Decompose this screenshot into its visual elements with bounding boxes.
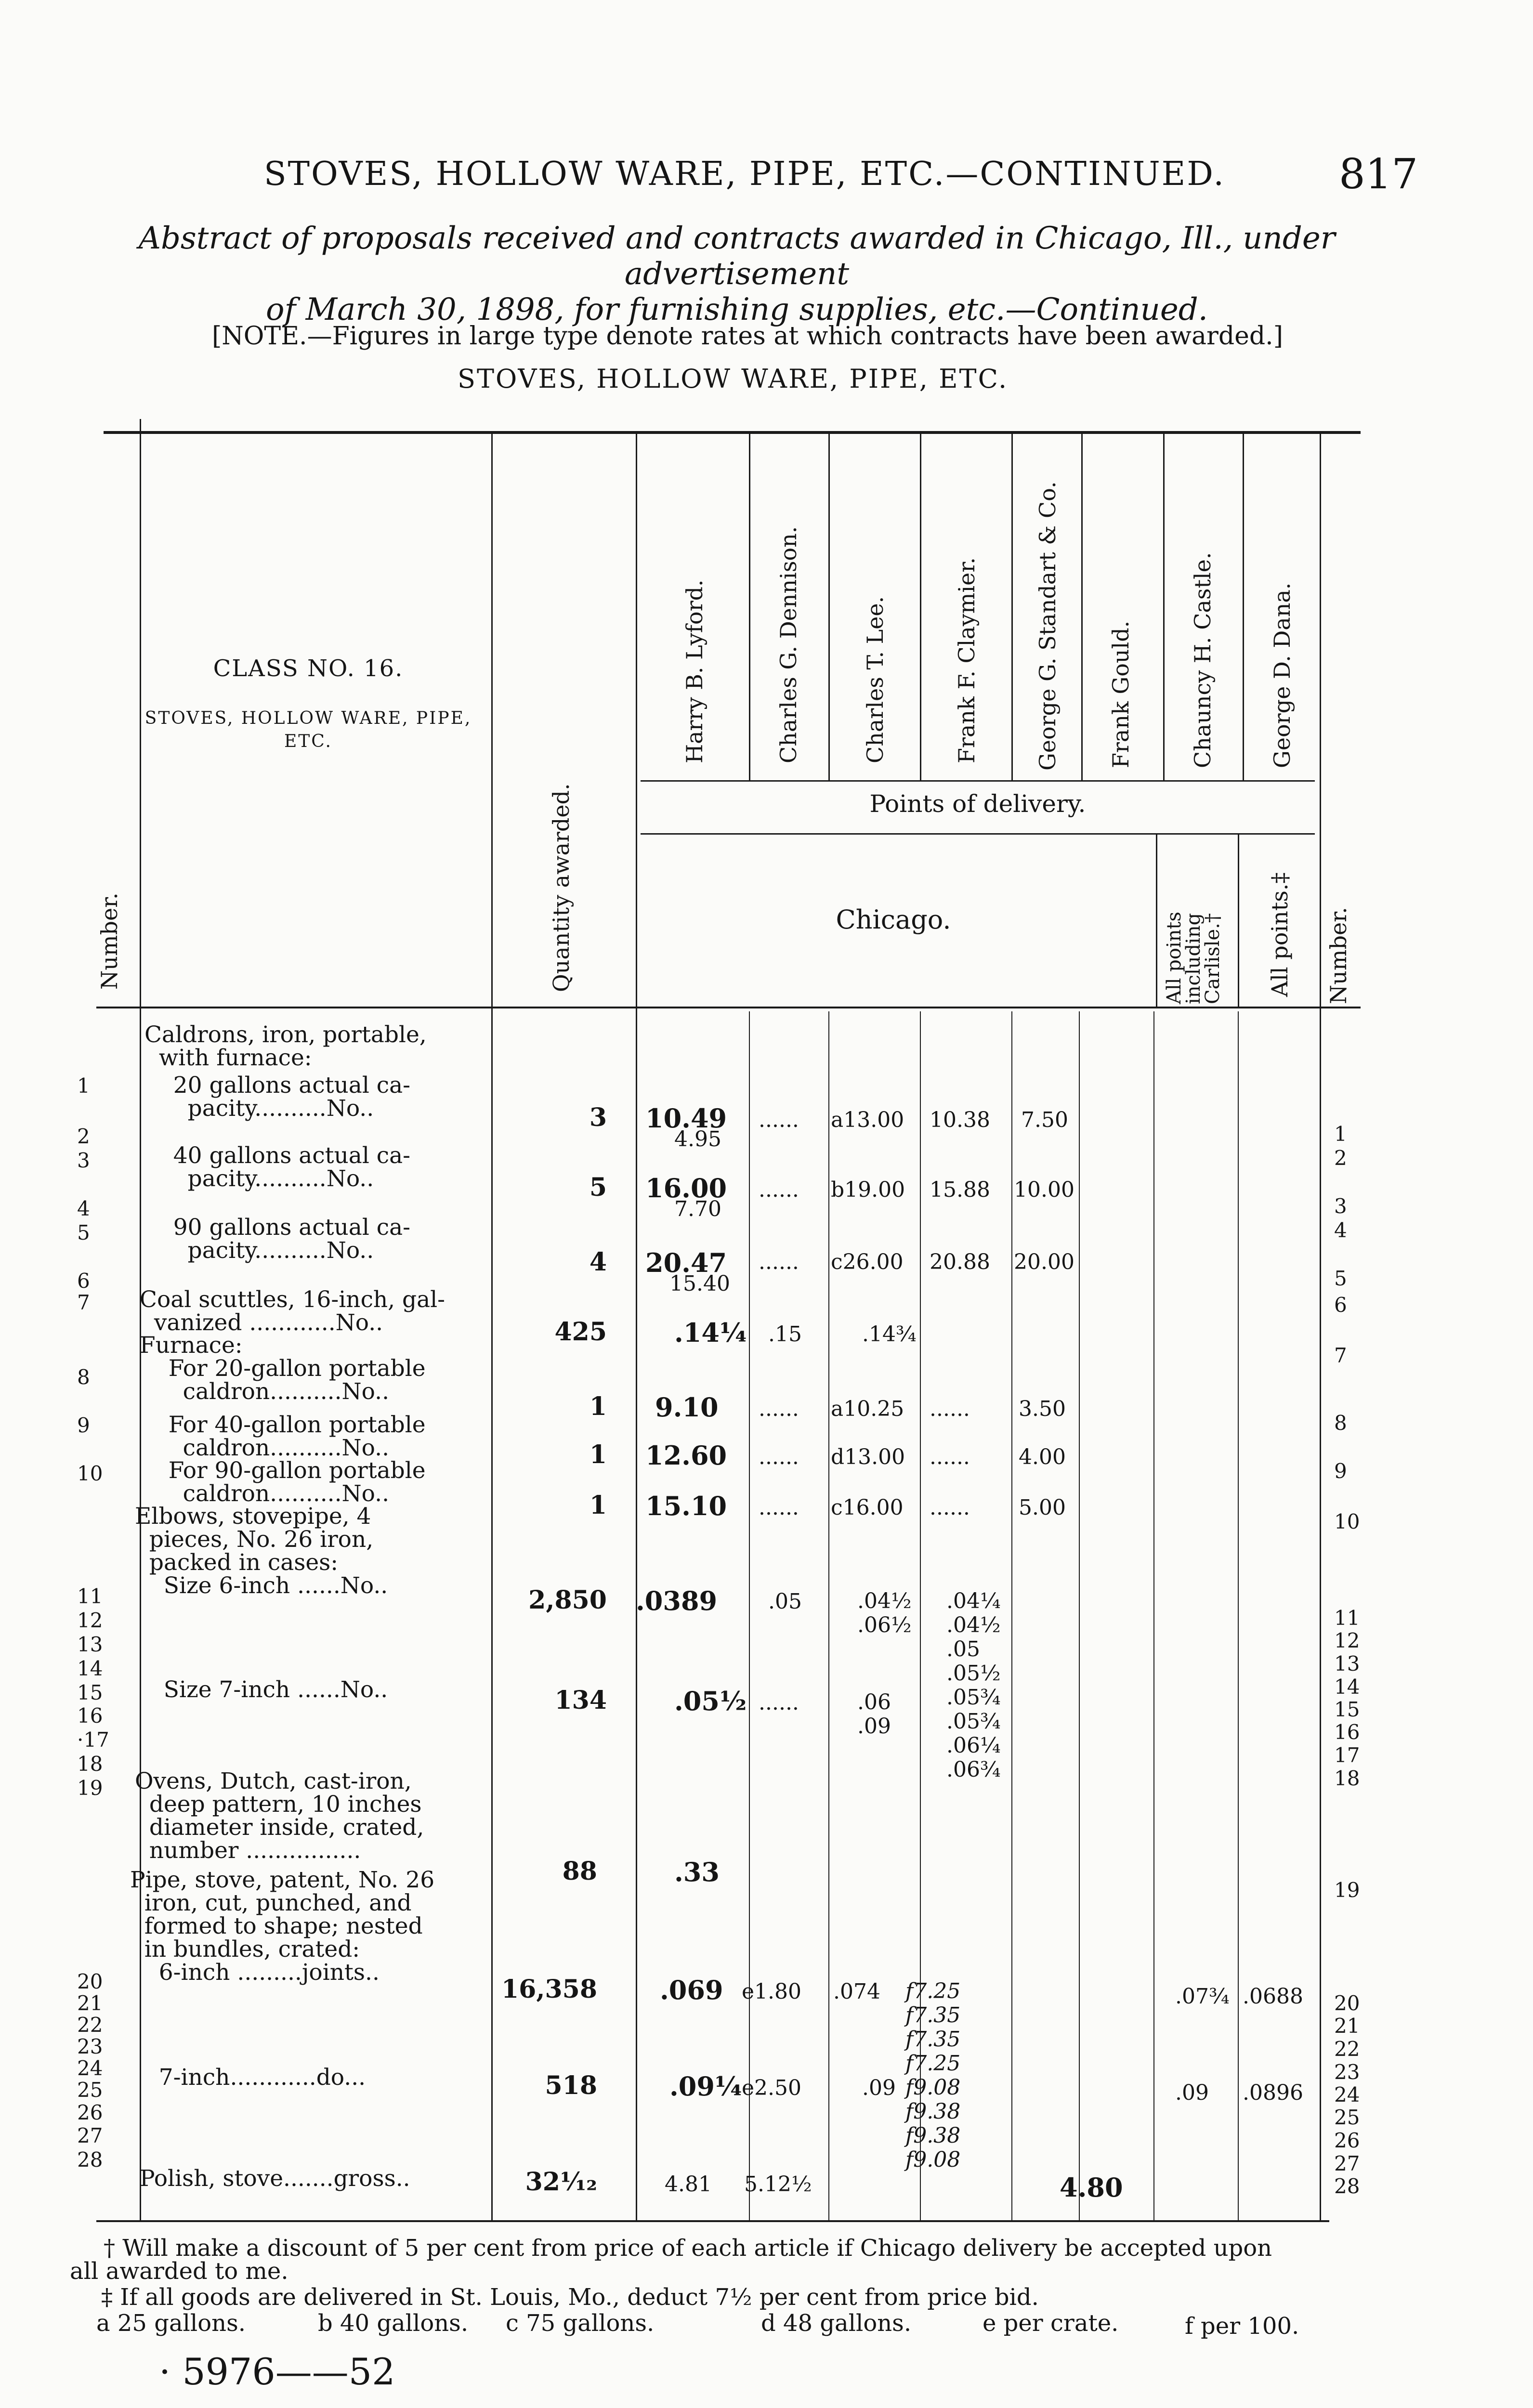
points-of-delivery: Points of delivery. <box>869 790 1086 818</box>
lyford-bid: 9.10 <box>655 1392 719 1423</box>
qty-row: 4 <box>589 1247 607 1277</box>
row-number: 13 <box>1334 1652 1360 1675</box>
dennison-bid: ...... <box>759 1397 799 1421</box>
row-number: 22 <box>1334 2037 1360 2061</box>
qty-row: 425 <box>554 1317 607 1347</box>
row-number: 8 <box>77 1365 90 1389</box>
lee-bid: .09 <box>862 2076 896 2100</box>
item-furnace-40: For 40-gallon portable caldron..........No.. <box>168 1412 426 1461</box>
row-number: 4 <box>77 1197 90 1220</box>
row-number: 18 <box>77 1752 103 1776</box>
standart-bid: 4.00 <box>1019 1445 1066 1469</box>
dennison-bid: .05 <box>768 1589 802 1614</box>
dennison-bid: ...... <box>759 1690 799 1715</box>
dennison-bid: e2.50 <box>742 2076 802 2100</box>
col-rule <box>749 433 750 780</box>
bidder-lee: Charles T. Lee. <box>862 596 888 763</box>
qty-row: 32¹⁄₁₂ <box>525 2167 597 2197</box>
lyford-bid: 15.10 <box>645 1491 727 1521</box>
header-bottom-rule <box>96 1007 1361 1008</box>
footnote-dagger: † Will make a discount of 5 per cent from price of each article if Chicago delivery be accepted upon <box>104 2235 1272 2262</box>
row-number: 7 <box>1334 1344 1347 1367</box>
chicago-label: Chicago. <box>836 904 951 935</box>
qty-row: 2,850 <box>528 1585 607 1615</box>
item-polish: Polish, stove.......gross.. <box>140 2165 410 2192</box>
bidder-rule <box>641 780 1315 782</box>
quantity-awarded-header: Quantity awarded. <box>548 783 574 992</box>
lyford-bid: 20.47 <box>645 1247 727 1278</box>
qty-row: 5 <box>589 1173 607 1202</box>
row-number: 3 <box>1334 1194 1347 1218</box>
lee-bid: a10.25 <box>831 1397 904 1421</box>
bidder-claymier: Frank F. Claymier. <box>954 557 980 763</box>
row-number: 17 <box>1334 1743 1360 1767</box>
col-rule <box>1081 433 1083 780</box>
claymier-bid: .04¼ .04½ .05 .05½ .05¾ <box>946 1589 1001 1710</box>
claymier-bid: f7.25 f7.35 f7.35 f7.25 <box>905 1979 961 2076</box>
row-number: 6 <box>77 1269 90 1293</box>
col-rule <box>636 433 637 2220</box>
footnote-ddagger: ‡ If all goods are delivered in St. Louis, Mo., deduct 7½ per cent from price bid. <box>101 2284 1039 2311</box>
dennison-bid: ...... <box>759 1445 799 1469</box>
lyford-bid-alt: 15.40 <box>669 1271 730 1296</box>
castle-bid: .07¾ <box>1175 1984 1230 2009</box>
row-number: 1 <box>77 1074 90 1098</box>
dennison-bid: .15 <box>768 1322 802 1347</box>
footnote-key-c: c 75 gallons. <box>506 2310 655 2337</box>
col-rule <box>920 433 921 780</box>
item-elbows-7: Size 7-inch ......No.. <box>135 1676 388 1703</box>
lee-bid: .14¾ <box>862 1322 917 1347</box>
col-rule <box>1153 1011 1154 2220</box>
lee-bid: a13.00 <box>831 1108 904 1132</box>
row-number: 20 <box>77 1970 103 1993</box>
col-rule <box>1079 1011 1080 2220</box>
footnote-key-b: b 40 gallons. <box>318 2310 469 2337</box>
row-number: 10 <box>1334 1510 1360 1533</box>
row-number: 25 <box>77 2078 103 2102</box>
row-number: 2 <box>1334 1146 1347 1170</box>
qty-row: 16,358 <box>501 1975 597 2004</box>
item-furnace-20: Furnace: For 20-gallon portable caldron..........No.. <box>140 1332 426 1405</box>
dana-bid: .0688 <box>1243 1984 1303 2009</box>
row-number: 24 <box>1334 2083 1360 2107</box>
row-number: 9 <box>77 1413 90 1437</box>
bidder-gould: Frank Gould. <box>1108 620 1134 768</box>
item-90gal: 90 gallons actual ca- pacity..........No.. <box>173 1214 411 1264</box>
col-rule <box>749 1011 750 2220</box>
row-number: 2 <box>77 1125 90 1148</box>
row-number: 15 <box>1334 1698 1360 1721</box>
lee-bid: .04½ .06½ <box>857 1589 912 1637</box>
claymier-bid: .05¾ .06¼ .06¾ <box>946 1709 1001 1782</box>
row-number: 5 <box>1334 1267 1347 1290</box>
row-number: 27 <box>1334 2152 1360 2175</box>
row-number: 18 <box>1334 1767 1360 1790</box>
qty-row: 1 <box>589 1491 607 1520</box>
item-pipe-6: Pipe, stove, patent, No. 26 iron, cut, punched, and formed to shape; nested in bundles, crated: 6-inch .........joints.. <box>130 1867 435 1986</box>
col-rule <box>1238 833 1239 1007</box>
row-number: 12 <box>77 1609 103 1632</box>
row-number: 8 <box>1334 1411 1347 1435</box>
row-number: 21 <box>1334 2014 1360 2038</box>
row-number: 28 <box>1334 2174 1360 2198</box>
row-number: 11 <box>1334 1606 1360 1630</box>
lyford-bid: 10.49 <box>645 1103 727 1134</box>
row-number: 25 <box>1334 2106 1360 2129</box>
class-subtitle: STOVES, HOLLOW WARE, PIPE, ETC. <box>144 708 472 751</box>
claymier-bid: ...... <box>930 1445 970 1469</box>
row-number: 12 <box>1334 1629 1360 1652</box>
footnote-key-a: a 25 gallons. <box>96 2310 246 2337</box>
lyford-bid: 12.60 <box>645 1440 727 1471</box>
row-number: 4 <box>1334 1218 1347 1242</box>
dennison-bid: 5.12½ <box>744 2172 812 2197</box>
row-number: 15 <box>77 1681 103 1704</box>
standart-bid: 20.00 <box>1014 1250 1074 1274</box>
claymier-bid: ...... <box>930 1397 970 1421</box>
lyford-bid: .0389 <box>636 1585 718 1616</box>
table-top-rule <box>104 431 1361 434</box>
col-rule <box>1163 433 1165 780</box>
row-number: 23 <box>77 2035 103 2058</box>
lyford-bid: 4.81 <box>665 2172 712 2197</box>
claymier-bid: 15.88 <box>930 1178 990 1202</box>
col-rule <box>828 1011 829 2220</box>
section-subtitle: STOVES, HOLLOW WARE, PIPE, ETC. <box>458 364 1009 394</box>
row-number: 10 <box>77 1462 103 1485</box>
castle-bid: .09 <box>1175 2081 1209 2105</box>
claymier-bid: 20.88 <box>930 1250 990 1274</box>
print-mark: · 5976——52 <box>159 2350 395 2393</box>
row-number: 16 <box>77 1704 103 1727</box>
gould-bid: 4.80 <box>1060 2172 1123 2203</box>
lee-bid: b19.00 <box>831 1178 905 1202</box>
row-number: 19 <box>1334 1878 1360 1902</box>
abstract-line-2: of March 30, 1898, for furnishing supplies, etc.—Continued. <box>266 292 1208 327</box>
dennison-bid: ...... <box>759 1250 799 1274</box>
col-rule <box>1011 433 1013 780</box>
row-number: 19 <box>77 1776 103 1800</box>
lee-bid: .06 .09 <box>857 1690 891 1739</box>
abstract-line-1: Abstract of proposals received and contracts awarded in Chicago, Ill., under advertisement <box>138 221 1336 292</box>
row-number: 27 <box>77 2124 103 2147</box>
dennison-bid: e1.80 <box>742 1979 802 2004</box>
qty-row: 3 <box>589 1103 607 1132</box>
col-rule <box>1238 1011 1239 2220</box>
lyford-bid: .33 <box>674 1857 720 1887</box>
footnote-key-e: e per crate. <box>983 2310 1119 2337</box>
lyford-bid-alt: 7.70 <box>674 1197 721 1221</box>
col-rule <box>1156 833 1157 1007</box>
row-number: 1 <box>1334 1122 1347 1146</box>
note: [NOTE.—Figures in large type denote rates at which contracts have been awarded.] <box>212 322 1283 351</box>
footnote-key-f: f per 100. <box>1185 2313 1299 2340</box>
table-bottom-rule <box>96 2220 1329 2222</box>
row-number: 7 <box>77 1291 90 1314</box>
row-number: 21 <box>77 1991 103 2015</box>
claymier-bid: f9.08 f9.38 f9.38 f9.08 <box>905 2075 961 2172</box>
lyford-bid: .069 <box>660 1975 723 2005</box>
lee-bid: c26.00 <box>831 1250 904 1274</box>
item-caldrons: Caldrons, iron, portable, with furnace: <box>144 1021 427 1071</box>
footnote-dagger-cont: all awarded to me. <box>70 2258 288 2285</box>
claymier-bid: 10.38 <box>930 1108 990 1132</box>
row-number: 23 <box>1334 2060 1360 2084</box>
page-number: 817 <box>1339 150 1418 198</box>
bidder-dana: George D. Dana. <box>1269 582 1295 768</box>
lee-bid: .074 <box>833 1979 880 2004</box>
abstract-title <box>96 221 1377 327</box>
footnote-key-d: d 48 gallons. <box>761 2310 912 2337</box>
item-elbows-6: Elbows, stovepipe, 4 pieces, No. 26 iron, packed in cases: Size 6-inch ......No.. <box>135 1503 388 1599</box>
bidder-lyford: Harry B. Lyford. <box>681 579 708 763</box>
standart-bid: 3.50 <box>1019 1397 1066 1421</box>
lyford-bid: .05½ <box>674 1686 747 1716</box>
standart-bid: 10.00 <box>1014 1178 1074 1202</box>
col-rule <box>828 433 830 780</box>
class-title: CLASS NO. 16. <box>213 655 404 682</box>
qty-row: 1 <box>589 1392 607 1421</box>
row-number: 28 <box>77 2148 103 2172</box>
row-number: 14 <box>1334 1675 1360 1699</box>
col-rule <box>1243 433 1244 780</box>
row-number: 20 <box>1334 1991 1360 2015</box>
row-number: 11 <box>77 1584 103 1608</box>
item-40gal: 40 gallons actual ca- pacity..........No.. <box>173 1142 411 1192</box>
row-number: 16 <box>1334 1720 1360 1744</box>
item-ovens: Ovens, Dutch, cast-iron, deep pattern, 10 inches diameter inside, crated, number ................ <box>135 1768 424 1864</box>
bidder-standart: George G. Standart & Co. <box>1035 481 1061 771</box>
lyford-bid: .14¼ <box>674 1317 747 1348</box>
col-rule <box>1320 433 1321 2220</box>
dennison-bid: ...... <box>759 1178 799 1202</box>
row-number: ·17 <box>77 1728 109 1752</box>
lee-bid: d13.00 <box>831 1445 905 1469</box>
points-rule <box>641 833 1315 835</box>
row-number: 13 <box>77 1633 103 1656</box>
item-furnace-90: For 90-gallon portable caldron..........No.. <box>168 1457 426 1507</box>
col-rule <box>1011 1011 1012 2220</box>
row-number: 9 <box>1334 1459 1347 1483</box>
claymier-bid: ...... <box>930 1495 970 1520</box>
qty-row: 518 <box>545 2071 597 2100</box>
row-number: 22 <box>77 2013 103 2037</box>
number-header-left: Number. <box>96 892 122 990</box>
lyford-bid: .09¼ <box>669 2071 742 2102</box>
all-points-carlisle: All points including Carlisle.† <box>1163 911 1224 1004</box>
row-number: 5 <box>77 1221 90 1244</box>
number-header-right: Number. <box>1325 907 1351 1004</box>
dennison-bid: ...... <box>759 1108 799 1132</box>
lyford-bid-alt: 4.95 <box>674 1127 721 1152</box>
bidder-castle: Chauncy H. Castle. <box>1190 552 1216 768</box>
row-number: 14 <box>77 1657 103 1680</box>
dennison-bid: ...... <box>759 1495 799 1520</box>
row-number: 26 <box>1334 2129 1360 2152</box>
row-number: 26 <box>77 2101 103 2124</box>
standart-bid: 5.00 <box>1019 1495 1066 1520</box>
row-number: 24 <box>77 2056 103 2080</box>
bidder-dennison: Charles G. Dennison. <box>775 526 801 763</box>
item-pipe-7: 7-inch............do... <box>130 2064 366 2091</box>
running-header: STOVES, HOLLOW WARE, PIPE, ETC.—CONTINUED. <box>264 155 1226 193</box>
lee-bid: c16.00 <box>831 1495 904 1520</box>
qty-row: 134 <box>554 1686 607 1715</box>
row-number: 3 <box>77 1149 90 1172</box>
item-20gal: 20 gallons actual ca- pacity..........No.. <box>173 1072 411 1122</box>
standart-bid: 7.50 <box>1021 1108 1068 1132</box>
dana-bid: .0896 <box>1243 2081 1303 2105</box>
qty-row: 88 <box>562 1857 597 1886</box>
qty-row: 1 <box>589 1440 607 1469</box>
all-points: All points.‡ <box>1267 872 1293 997</box>
row-number: 6 <box>1334 1293 1347 1317</box>
item-coal-scuttles: Coal scuttles, 16-inch, gal- vanized ............No.. <box>140 1286 445 1336</box>
lyford-bid: 16.00 <box>645 1173 727 1204</box>
